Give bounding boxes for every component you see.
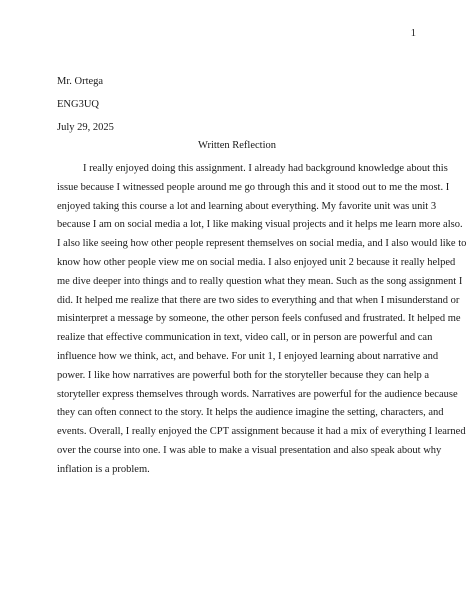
paragraph-line: because I am on social media a lot, I like making visual projects and it helps me learn more also.: [57, 219, 463, 231]
page-number: 1: [410, 28, 416, 39]
paragraph-line: power. I like how narratives are powerful both for the storyteller because they can help a: [57, 369, 430, 381]
paragraph-line: did. It helped me realize that there are two sides to everything and that when I misunderstand or: [57, 294, 460, 306]
paragraph-line: over the course into one. I was able to make a visual presentation and also speak about why: [57, 444, 442, 456]
paragraph-line: storyteller express themselves through words. Narratives are powerful for the audience because: [57, 388, 458, 400]
paragraph-line: misinterpret a message by someone, the other person feels confused and frustrated. It helped me: [57, 313, 461, 325]
paragraph-line: know how other people view me on social media. I also enjoyed unit 2 because it really helped: [57, 256, 456, 268]
course-code: ENG3UQ: [57, 99, 99, 110]
paragraph-line: enjoyed taking this course a lot and learning about everything. My favorite unit was unit 3: [57, 200, 437, 212]
paragraph-line: I also like seeing how other people represent themselves on social media, and I also would like to: [57, 238, 467, 250]
submission-date: July 29, 2025: [57, 122, 114, 133]
paragraph-line: realize that effective communication in text, video call, or in person are powerful and can: [57, 332, 433, 344]
paragraph-line: events. Overall, I really enjoyed the CPT assignment because it had a mix of everything I learned: [57, 426, 466, 438]
paragraph-line: issue because I witnessed people around me go through this and it stood out to me the most. I: [57, 181, 450, 193]
paragraph-line: inflation is a problem.: [57, 463, 150, 475]
paragraph-line: they can often connect to the story. It helps the audience imagine the setting, characters, and: [57, 407, 444, 419]
paragraph-line: me dive deeper into things and to really question what they mean. Such as the song assignment I: [57, 275, 463, 287]
paragraph-line: I really enjoyed doing this assignment. I already had background knowledge about this: [83, 163, 448, 174]
reflection-paragraph: [57, 162, 467, 482]
paragraph-line: influence how we think, act, and behave. For unit 1, I enjoyed learning about narrative and: [57, 350, 439, 362]
document-title: Written Reflection: [197, 140, 276, 151]
teacher-name: Mr. Ortega: [57, 76, 104, 87]
